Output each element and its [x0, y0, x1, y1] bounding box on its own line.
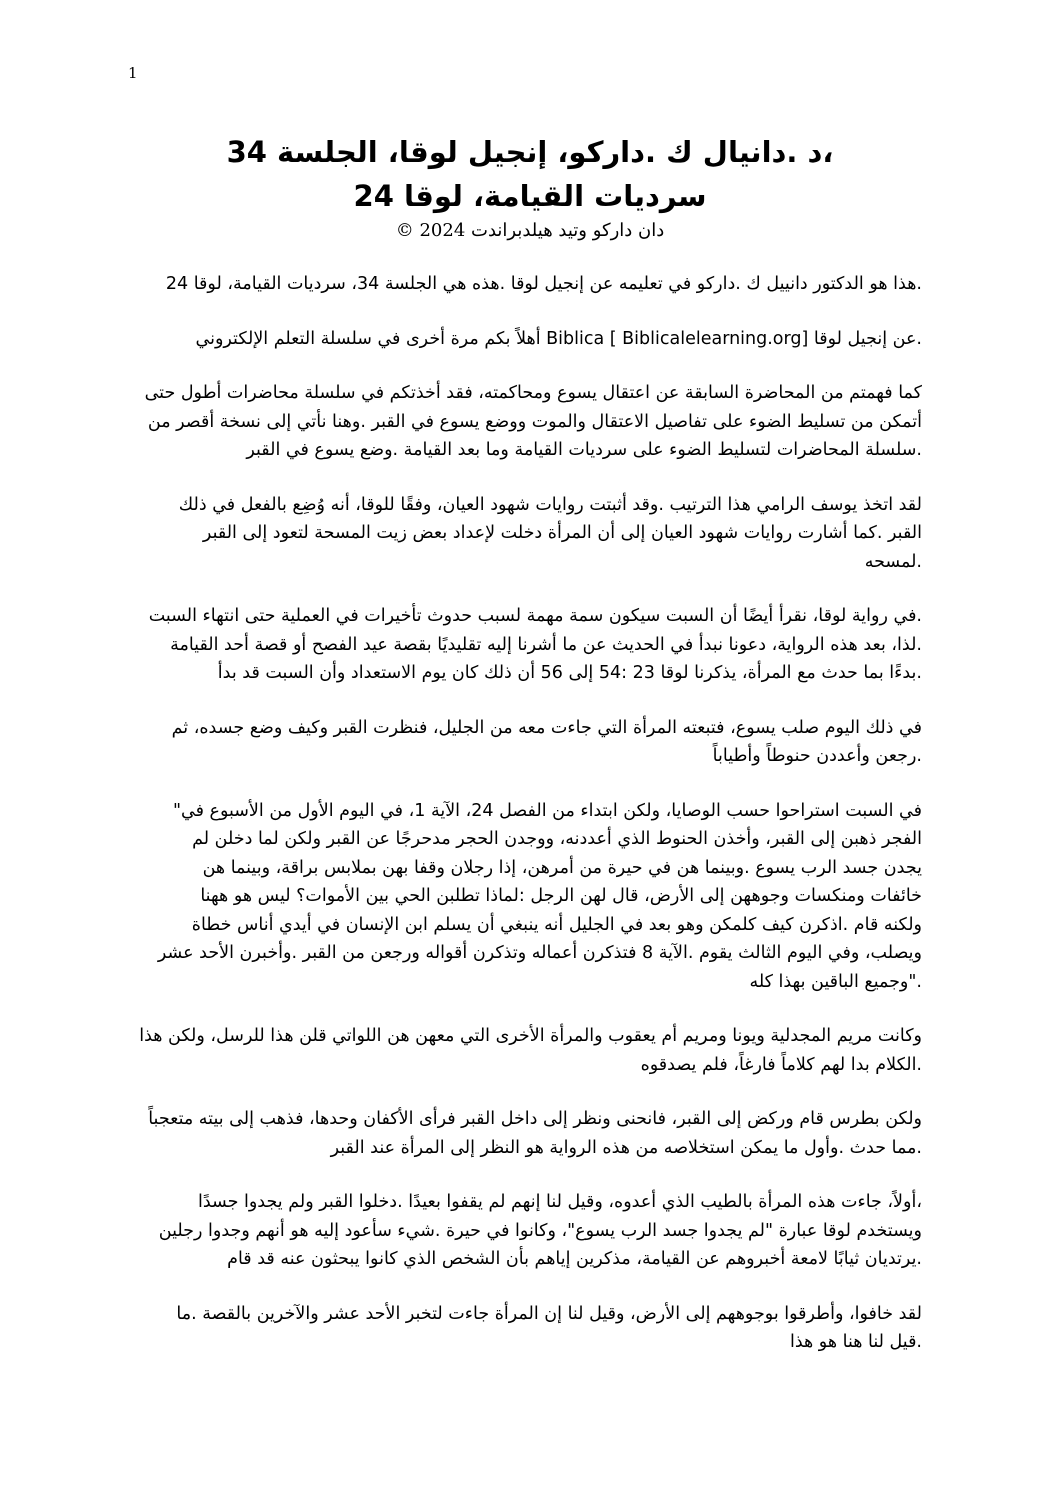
paragraph-line: خائفات ومنكسات وجوههن إلى الأرض، قال لهن الرجل :لماذا تطلبن الحي بين الأموات؟ ليس هو ههنا: [200, 886, 922, 906]
paragraph-line: في السبت استراحوا حسب الوصايا، ولكن ابتداء من الفصل 24، الآية 1، في اليوم الأول من الأسبوع في": [172, 800, 922, 821]
paragraph-line: وكانت مريم المجدلية ويونا ومريم أم يعقوب والمرأة الأخرى التي معهن هن اللواتي قلن هذا للرسل، ولكن هذا: [139, 1026, 922, 1046]
paragraph-line: .مما حدث .وأول ما يمكن استخلاصه من هذه الرواية هو النظر إلى المرأة عند القبر: [330, 1137, 922, 1158]
paragraph-line: يجدن جسد الرب يسوع .وبينما هن في حيرة من أمرهن، إذا رجلان وقفا بهن بملابس براقة، وبينما هن: [202, 857, 922, 878]
paragraph-line: .سلسلة المحاضرات لتسليط الضوء على سرديات القيامة وما بعد القيامة .وضع يسوع في القبر: [246, 440, 922, 460]
paragraph-line: .هذا هو الدكتور دانييل ك .داركو في تعليمه عن إنجيل لوقا .هذه هي الجلسة 34، سرديات القيامة، لوقا 24: [165, 274, 922, 294]
paragraph-line: لقد خافوا، وأطرقوا بوجوههم إلى الأرض، وقيل لنا إن المرأة جاءت لتخبر الأحد عشر والآخرين بالقصة .ما: [176, 1303, 922, 1324]
paragraph-line: ولكنه قام .اذكرن كيف كلمكن وهو بعد في الجليل أنه ينبغي أن يسلم ابن الإنسان في أيدي أناس خطاة: [191, 914, 922, 935]
paragraph: [136, 602, 922, 688]
paragraph-line: ويصلب، وفي اليوم الثالث يقوم .الآية 8 فتذكرن أعماله وتذكرن أقواله ورجعن من القبر .وأخبرن الأحد عشر: [157, 943, 922, 963]
paragraph-line: الفجر ذهبن إلى القبر، وأخذن الحنوط الذي أعددنه، ووجدن الحجر مدحرجًا عن القبر ولكن لما دخلن لم: [192, 829, 922, 849]
paragraph: [136, 797, 922, 997]
paragraph-line: ."وجميع الباقين بهذا كله: [749, 971, 922, 992]
paragraph: [136, 1300, 922, 1357]
paragraph-line: .لمسحه: [864, 551, 922, 572]
paragraph-line: أتمكن من تسليط الضوء على تفاصيل الاعتقال والموت ووضع يسوع في القبر .وهنا نأتي إلى نسخة أقصر من: [147, 411, 922, 432]
title-block: [140, 130, 920, 244]
document-title-line-2: سرديات القيامة، لوقا 24: [353, 179, 707, 213]
paragraph-line: لقد اتخذ يوسف الرامي هذا الترتيب .وقد أثبتت روايات شهود العيان، وفقًا للوقا، أنه وُضِع بالفعل في ذلك: [178, 494, 922, 515]
paragraph-line: .رجعن وأعددن حنوطاً وأطياباً: [712, 746, 922, 766]
paragraph-line: .الكلام بدا لهم كلاماً فارغاً، فلم يصدقوه: [640, 1054, 922, 1075]
paragraph-line: ولكن بطرس قام وركض إلى القبر، فانحنى ونظر إلى داخل القبر فرأى الأكفان وحدها، فذهب إلى بيته متعجباً: [148, 1109, 922, 1129]
paragraph: [136, 1022, 922, 1079]
paragraph-line: كما فهمتم من المحاضرة السابقة عن اعتقال يسوع ومحاكمته، فقد أخذتكم في سلسلة محاضرات أطول حتى: [144, 383, 922, 403]
copyright-line: دان داركو وتيد هيلدبراندت 2024 ©: [395, 220, 665, 241]
paragraph: [136, 1105, 922, 1162]
paragraph-line: .يرتديان ثيابًا لامعة أخبروهم عن القيامة، مذكرين إياهم بأن الشخص الذي كانوا يبحثون عنه قد قام: [227, 1249, 922, 1269]
paragraph-line: .بدءًا بما حدث مع المرأة، يذكرنا لوقا 23 :54 إلى 56 أن ذلك كان يوم الاستعداد وأن السبت قد بدأ: [217, 663, 922, 683]
paragraph: [136, 325, 922, 354]
paragraph: [136, 714, 922, 771]
paragraph-line: ويستخدم لوقا عبارة "لم يجدوا جسد الرب يسوع"، وكانوا في حيرة .شيء سأعود إليه هو أنهم وجدوا رجلين: [158, 1220, 922, 1241]
paragraph: [136, 379, 922, 465]
paragraph: [136, 1188, 922, 1274]
paragraph-line: القبر .كما أشارت روايات شهود العيان إلى أن المرأة دخلت لإعداد بعض زيت المسحة لتعود إلى القبر: [202, 523, 922, 543]
paragraph-line: .في رواية لوقا، نقرأ أيضًا أن السبت سيكون سمة مهمة لسبب حدوث تأخيرات في العملية حتى انتهاء السبت: [148, 606, 922, 626]
paragraph-line: .قيل لنا هنا هو هذا: [789, 1332, 922, 1352]
paragraph: [136, 270, 922, 299]
document-title-line-1: ،د .دانيال ك .داركو، إنجيل لوقا، الجلسة 34: [226, 135, 834, 169]
page-number: 1: [128, 64, 138, 82]
document-body: [136, 270, 922, 1383]
paragraph-line: .لذا، بعد هذه الرواية، دعونا نبدأ في الحديث عن ما أشرنا إليه تقليديًا بقصة عيد الفصح أو قصة أحد القيامة: [170, 634, 922, 655]
paragraph-line: .عن إنجيل لوقا [Biblica [ Biblicalelearning.org أهلاً بكم مرة أخرى في سلسلة التعلم الإلكتروني: [195, 328, 922, 349]
paragraph-line: في ذلك اليوم صلب يسوع، فتبعته المرأة التي جاءت معه من الجليل، فنظرت القبر وكيف وضع جسده، ثم: [171, 717, 922, 738]
paragraph-line: ،أولاً، جاءت هذه المرأة بالطيب الذي أعدوه، وقيل لنا إنهم لم يقفوا بعيدًا .دخلوا القبر ولم يجدوا جسدًا: [197, 1192, 922, 1212]
paragraph: [136, 491, 922, 577]
